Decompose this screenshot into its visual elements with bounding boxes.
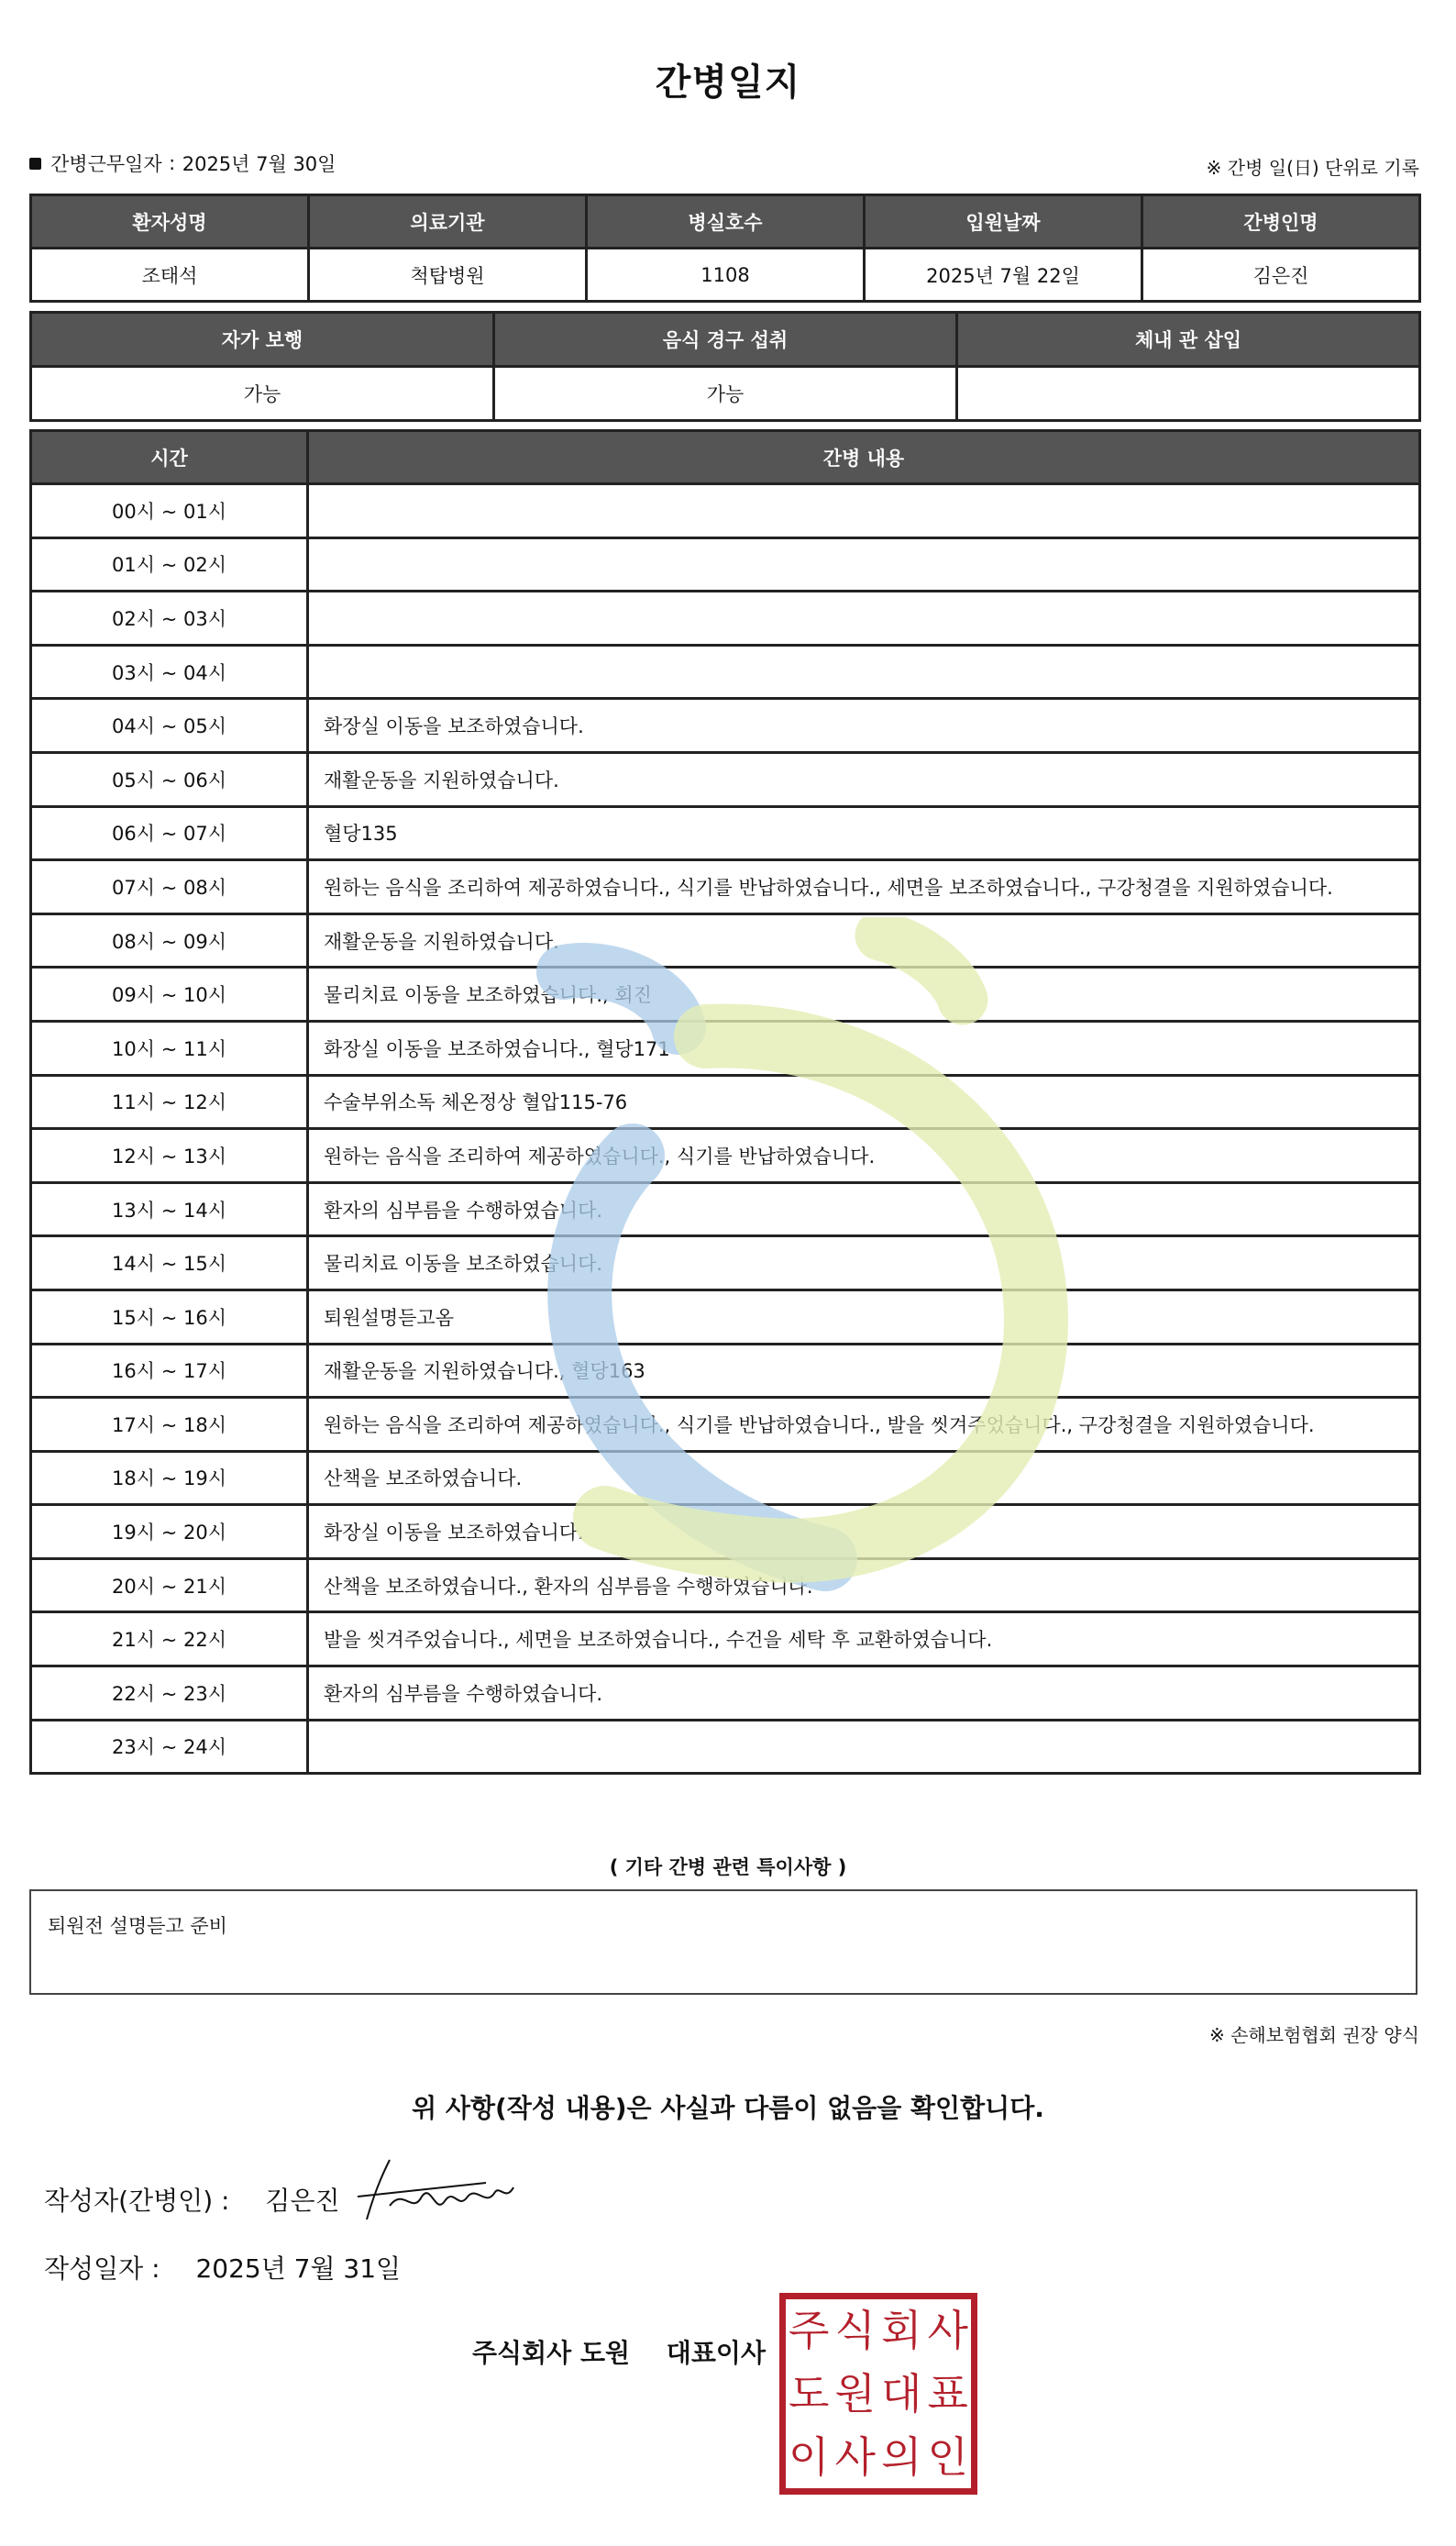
seal-character: 의: [881, 2431, 922, 2482]
company-seal: [779, 2293, 977, 2495]
care-content: 화장실 이동을 보조하였습니다.: [308, 699, 1420, 753]
table-row: [31, 645, 1420, 699]
care-content: 산책을 보조하였습니다.: [308, 1451, 1420, 1505]
time-slot: 05시 ~ 06시: [31, 752, 308, 806]
table-row: [31, 1720, 1420, 1774]
time-slot: 22시 ~ 23시: [31, 1666, 308, 1721]
table-row: [31, 484, 1420, 538]
handwritten-signature: [348, 2151, 523, 2233]
table-row: [31, 537, 1420, 592]
care-content: 원하는 음식을 조리하여 제공하였습니다., 식기를 반납하였습니다., 세면을 보조하였습니다., 구강청결을 지원하였습니다.: [308, 860, 1420, 914]
care-content: 수술부위소독 체온정상 혈압115-76: [308, 1075, 1420, 1129]
table-row: [31, 1236, 1420, 1290]
table-row: [31, 592, 1420, 646]
care-content: 원하는 음식을 조리하여 제공하였습니다., 식기를 반납하였습니다., 발을 씻겨주었습니다., 구강청결을 지원하였습니다.: [308, 1398, 1420, 1452]
patient-name: 조태석: [31, 249, 309, 302]
table-row: [31, 1398, 1420, 1452]
work-date-line: [29, 149, 336, 177]
table-row: [31, 1612, 1420, 1666]
care-log-table: [29, 429, 1421, 1775]
care-content: 물리치료 이동을 보조하였습니다.: [308, 1236, 1420, 1290]
info-header: 병실호수: [587, 195, 865, 249]
care-content: [308, 484, 1420, 538]
table-row: [31, 860, 1420, 914]
content-column-header: 간병 내용: [308, 431, 1420, 484]
writer-label: 작성자(간병인) :: [44, 2186, 230, 2216]
care-content: 재활운동을 지원하였습니다.: [308, 913, 1420, 968]
time-slot: 20시 ~ 21시: [31, 1558, 308, 1612]
care-content: 물리치료 이동을 보조하였습니다., 회진: [308, 968, 1420, 1022]
time-slot: 11시 ~ 12시: [31, 1075, 308, 1129]
table-row: [31, 1344, 1420, 1398]
work-date-label: 간병근무일자: [50, 153, 162, 175]
seal-character: 주: [789, 2306, 830, 2356]
special-notes-title: ( 기타 간병 관련 특이사항 ): [609, 1856, 847, 1878]
status-header: 체내 관 삽입: [957, 313, 1420, 367]
care-content: 환자의 심부름을 수행하였습니다.: [308, 1666, 1420, 1721]
table-row: [31, 1505, 1420, 1559]
table-row: [31, 1290, 1420, 1344]
patient-info-table: [29, 194, 1421, 303]
seal-character: 사: [927, 2306, 968, 2356]
ceo-label: 대표이사: [666, 2338, 766, 2368]
date-line: [44, 2249, 401, 2286]
writer-name: 김은진: [265, 2186, 340, 2216]
info-header: 입원날짜: [865, 195, 1142, 249]
time-column-header: 시간: [31, 431, 308, 484]
date-label: 작성일자 :: [44, 2253, 160, 2284]
time-slot: 00시 ~ 01시: [31, 484, 308, 538]
care-content: [308, 645, 1420, 699]
time-slot: 07시 ~ 08시: [31, 860, 308, 914]
patient-status-table: [29, 311, 1421, 422]
special-notes-box: [29, 1889, 1417, 1995]
time-slot: 17시 ~ 18시: [31, 1398, 308, 1452]
admission-date: 2025년 7월 22일: [865, 249, 1142, 302]
company-line: [472, 2333, 766, 2370]
time-slot: 04시 ~ 05시: [31, 699, 308, 753]
table-row: [31, 1182, 1420, 1236]
hospital-name: 척탑병원: [309, 249, 587, 302]
time-slot: 18시 ~ 19시: [31, 1451, 308, 1505]
writer-line: [44, 2181, 340, 2218]
time-slot: 15시 ~ 16시: [31, 1290, 308, 1344]
document-title: 간병일지: [655, 61, 801, 104]
work-date-separator: :: [169, 152, 176, 174]
form-source-note: ※ 손해보험협회 권장 양식: [1208, 2024, 1419, 2046]
care-content: 재활운동을 지원하였습니다.: [308, 752, 1420, 806]
work-date-value: 2025년 7월 30일: [182, 153, 336, 175]
date-value: 2025년 7월 31일: [195, 2253, 402, 2284]
table-row: [31, 699, 1420, 753]
table-row: [31, 1075, 1420, 1129]
special-notes-text: 퇴원전 설명듣고 준비: [48, 1915, 227, 1937]
table-row: [31, 913, 1420, 968]
care-content: [308, 592, 1420, 646]
info-header: 환자성명: [31, 195, 309, 249]
confirmation-statement: 위 사항(작성 내용)은 사실과 다름이 없음을 확인합니다.: [412, 2093, 1044, 2123]
time-slot: 21시 ~ 22시: [31, 1612, 308, 1666]
care-content: 혈당135: [308, 806, 1420, 860]
time-slot: 12시 ~ 13시: [31, 1129, 308, 1183]
table-row: [31, 1558, 1420, 1612]
time-slot: 06시 ~ 07시: [31, 806, 308, 860]
status-header: 음식 경구 섭취: [494, 313, 957, 367]
square-bullet-icon: [29, 158, 41, 170]
time-slot: 13시 ~ 14시: [31, 1182, 308, 1236]
table-row: [31, 806, 1420, 860]
room-number: 1108: [587, 249, 865, 302]
seal-character: 대: [881, 2368, 922, 2419]
seal-character: 인: [927, 2431, 968, 2482]
time-slot: 23시 ~ 24시: [31, 1720, 308, 1774]
info-header: 의료기관: [309, 195, 587, 249]
time-slot: 16시 ~ 17시: [31, 1344, 308, 1398]
seal-character: 표: [927, 2368, 968, 2419]
table-row: [31, 1129, 1420, 1183]
care-content: 화장실 이동을 보조하였습니다., 혈당171: [308, 1021, 1420, 1075]
caregiver-name: 김은진: [1142, 249, 1420, 302]
oral-intake-value: 가능: [494, 367, 957, 421]
seal-character: 이: [789, 2431, 830, 2482]
care-content: 환자의 심부름을 수행하였습니다.: [308, 1182, 1420, 1236]
info-header: 간병인명: [1142, 195, 1420, 249]
seal-character: 회: [881, 2306, 922, 2356]
seal-character: 원: [834, 2368, 876, 2419]
daily-record-note: ※ 간병 일(日) 단위로 기록: [1206, 157, 1419, 179]
time-slot: 14시 ~ 15시: [31, 1236, 308, 1290]
company-name: 주식회사 도원: [472, 2338, 631, 2368]
time-slot: 10시 ~ 11시: [31, 1021, 308, 1075]
care-content: [308, 537, 1420, 592]
care-content: 재활운동을 지원하였습니다., 혈당163: [308, 1344, 1420, 1398]
time-slot: 02시 ~ 03시: [31, 592, 308, 646]
care-content: 발을 씻겨주었습니다., 세면을 보조하였습니다., 수건을 세탁 후 교환하였습니다.: [308, 1612, 1420, 1666]
care-content: 화장실 이동을 보조하였습니다.: [308, 1505, 1420, 1559]
time-slot: 19시 ~ 20시: [31, 1505, 308, 1559]
time-slot: 08시 ~ 09시: [31, 913, 308, 968]
seal-character: 사: [834, 2431, 876, 2482]
table-row: [31, 1451, 1420, 1505]
tube-insertion-value: [957, 367, 1420, 421]
seal-character: 도: [789, 2368, 830, 2419]
care-content: 원하는 음식을 조리하여 제공하였습니다., 식기를 반납하였습니다.: [308, 1129, 1420, 1183]
care-content: 산책을 보조하였습니다., 환자의 심부름을 수행하였습니다.: [308, 1558, 1420, 1612]
care-content: 퇴원설명듣고옴: [308, 1290, 1420, 1344]
time-slot: 03시 ~ 04시: [31, 645, 308, 699]
time-slot: 01시 ~ 02시: [31, 537, 308, 592]
status-header: 자가 보행: [31, 313, 494, 367]
table-row: [31, 1021, 1420, 1075]
time-slot: 09시 ~ 10시: [31, 968, 308, 1022]
care-content: [308, 1720, 1420, 1774]
self-walking-value: 가능: [31, 367, 494, 421]
table-row: [31, 1666, 1420, 1721]
table-row: [31, 752, 1420, 806]
table-row: [31, 968, 1420, 1022]
seal-character: 식: [834, 2306, 876, 2356]
